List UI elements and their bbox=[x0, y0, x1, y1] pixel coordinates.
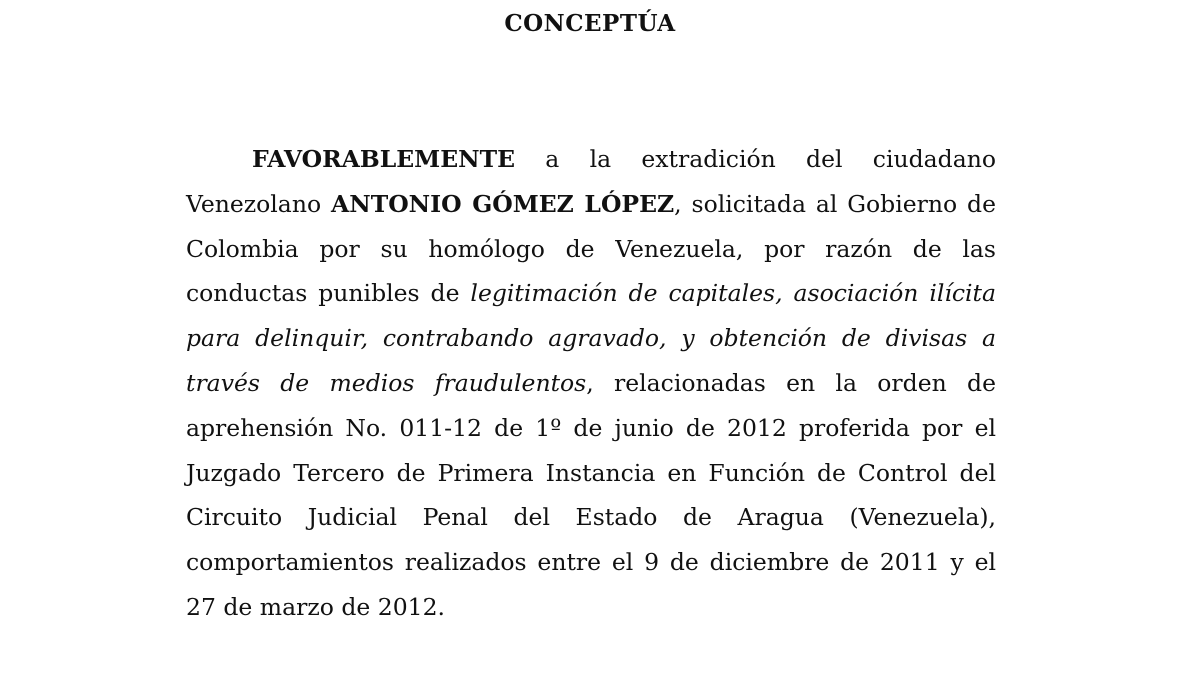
document-paragraph bbox=[186, 137, 996, 630]
person-name: ANTONIO GÓMEZ LÓPEZ bbox=[331, 189, 675, 218]
crimes-list: legitimación de capitales, asociación ilícita para delinquir, contrabando agravado, y obtención de divisas a través de medios fraudulentos bbox=[186, 279, 996, 397]
document-heading: CONCEPTÚA bbox=[504, 10, 676, 37]
lead-bold-text: FAVORABLEMENTE bbox=[252, 145, 515, 173]
paragraph-text-1: a la extradición del ciudadano Venezolano bbox=[186, 145, 996, 218]
paragraph-text-2: , solicitada al Gobierno de Colombia por su homólogo de Venezuela, por razón de las conductas punibles de bbox=[186, 189, 996, 308]
paragraph-text-3: , relacionadas en la orden de aprehensión No. 011-12 de 1º de junio de 2012 proferida por el Juzgado Tercero de Primera Instancia en Función de Control del Circuito Judicial Penal del Estado de Aragua (Venezuela), comportamientos realizados entre el 9 de diciembre de 2011 y el 27 de marzo de 2012. bbox=[186, 368, 996, 621]
